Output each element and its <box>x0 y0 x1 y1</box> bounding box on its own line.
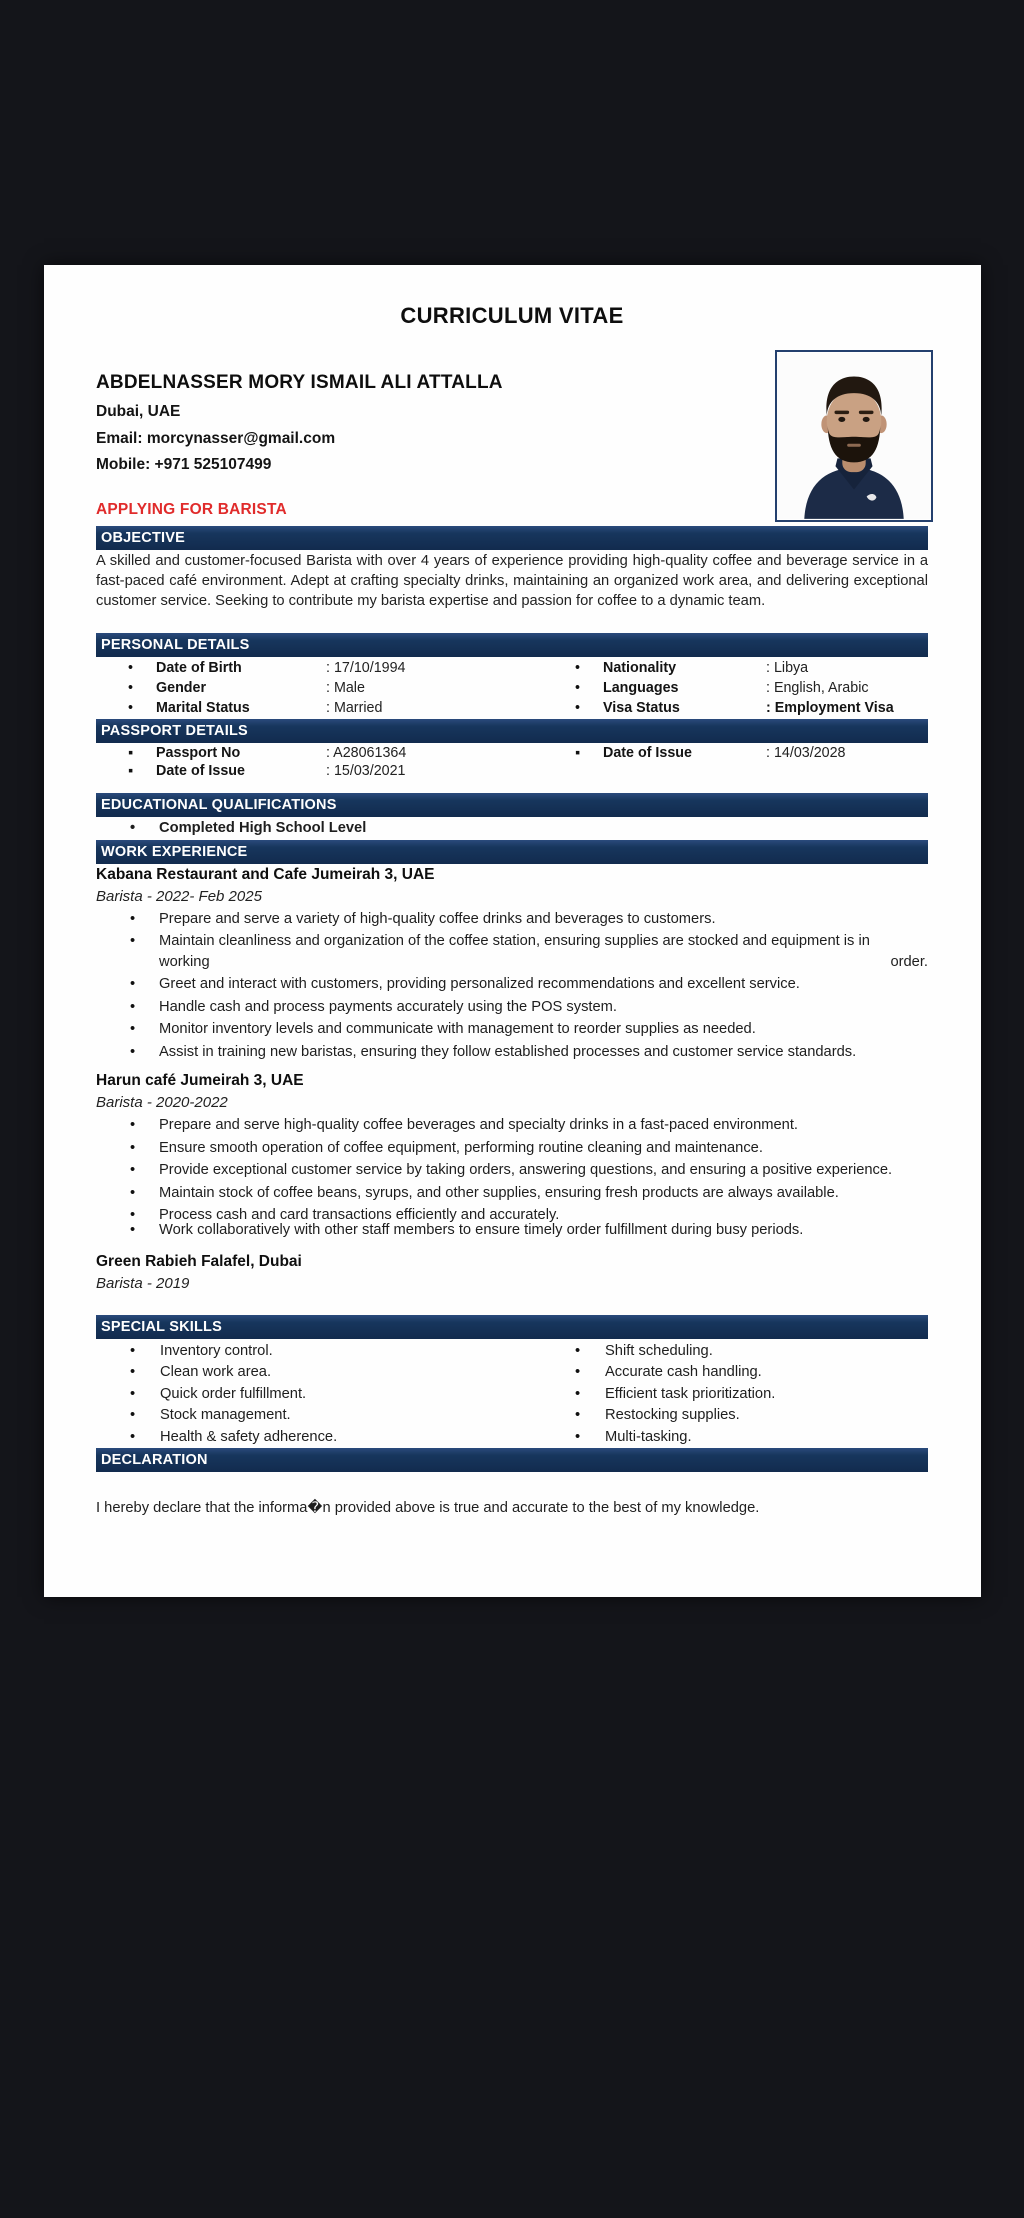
bullet-icon: • <box>575 660 581 677</box>
skill-item: • Clean work area. <box>96 1362 541 1383</box>
skill-item: • Health & safety adherence. <box>96 1427 541 1448</box>
section-header-personal-details: PERSONAL DETAILS <box>96 633 928 657</box>
education-list <box>96 817 928 838</box>
bullet-icon <box>575 762 603 781</box>
skills-grid <box>96 1339 928 1448</box>
job-bullet <box>96 1183 928 1204</box>
bullet-icon: • <box>128 680 134 697</box>
applying-for-line: APPLYING FOR BARISTA <box>96 500 287 518</box>
detail-label: Passport No <box>156 744 241 761</box>
bullet-icon: • <box>128 660 134 677</box>
bullet-icon: • <box>575 699 581 716</box>
detail-label: Marital Status <box>156 699 250 716</box>
job-bullet <box>96 1160 928 1181</box>
email-line: Email: morcynasser@gmail.com <box>96 429 336 447</box>
portrait-illustration <box>777 352 931 520</box>
job-entry <box>96 864 928 1063</box>
mobile-line: Mobile: +971 525107499 <box>96 456 272 473</box>
candidate-name: ABDELNASSER MORY ISMAIL ALI ATTALLA <box>96 372 503 393</box>
skill-item: • Shift scheduling. <box>541 1341 928 1362</box>
detail-value <box>766 762 928 781</box>
detail-row <box>96 762 928 781</box>
profile-photo <box>775 350 933 522</box>
skill-item: • Accurate cash handling. <box>541 1362 928 1383</box>
bullet-icon: ▪ <box>128 763 134 780</box>
job-bullet <box>96 1138 928 1159</box>
job-bullet-text: Process cash and card transactions efficiently and accurately. <box>159 1206 560 1223</box>
wrap-left: working <box>159 953 210 970</box>
skills-column-left <box>96 1339 541 1448</box>
detail-value: : Male <box>326 680 365 697</box>
detail-value: : Married <box>326 699 383 716</box>
job-bullet-text: Prepare and serve a variety of high-quality coffee drinks and beverages to customers. <box>159 910 716 927</box>
detail-row <box>96 679 928 699</box>
section-header-objective: OBJECTIVE <box>96 526 928 550</box>
bullet-icon: • <box>128 699 134 716</box>
detail-value: : 17/10/1994 <box>326 660 406 677</box>
wrap-right: order. <box>890 953 928 970</box>
row-indent <box>96 744 128 763</box>
row-indent <box>96 762 128 781</box>
job-bullet <box>96 1220 928 1241</box>
detail-label: Visa Status <box>603 699 680 716</box>
detail-value: : Libya <box>766 660 809 677</box>
job-bullet-text: Handle cash and process payments accurately using the POS system. <box>159 998 617 1015</box>
detail-row <box>96 659 928 679</box>
job-company: Harun café Jumeirah 3, UAE <box>96 1072 304 1090</box>
row-indent <box>96 659 128 679</box>
job-bullet-text: Provide exceptional customer service by taking orders, answering questions, and ensuring a positive experience. <box>159 1162 893 1179</box>
skill-item: • Stock management. <box>96 1405 541 1426</box>
detail-row <box>96 744 928 763</box>
cv-page <box>44 265 981 1597</box>
job-bullet <box>96 997 928 1018</box>
location-line: Dubai, UAE <box>96 403 181 420</box>
skill-item: • Efficient task prioritization. <box>541 1384 928 1405</box>
work-experience-jobs <box>96 864 928 1294</box>
job-bullet-text: Work collaboratively with other staff members to ensure timely order fulfillment during busy periods. <box>159 1222 804 1239</box>
declaration-text: I hereby declare that the informa�n provided above is true and accurate to the best of my knowledge. <box>96 1500 760 1517</box>
section-header-work-experience: WORK EXPERIENCE <box>96 840 928 864</box>
detail-label: Languages <box>603 680 679 697</box>
job-bullet-text: Maintain stock of coffee beans, syrups, and other supplies, ensuring fresh products are always available. <box>159 1184 839 1201</box>
detail-value: : Employment Visa <box>766 699 894 716</box>
section-header-education: EDUCATIONAL QUALIFICATIONS <box>96 793 928 817</box>
bullet-icon: • <box>575 680 581 697</box>
job-bullets <box>96 907 928 1063</box>
job-bullet-text: Greet and interact with customers, providing personalized recommendations and excellent service. <box>159 976 800 993</box>
skill-item: • Restocking supplies. <box>541 1405 928 1426</box>
job-period: Barista - 2019 <box>96 1275 190 1293</box>
education-item: • Completed High School Level <box>96 819 928 838</box>
job-bullet-text: Maintain cleanliness and organization of the coffee station, ensuring supplies are stocked and equipment is in <box>159 933 870 950</box>
detail-label <box>603 762 766 781</box>
section-header-passport-details: PASSPORT DETAILS <box>96 719 928 743</box>
personal-details-rows <box>96 657 928 718</box>
bullet-icon: ▪ <box>575 744 581 761</box>
detail-label: Date of Birth <box>156 660 242 677</box>
job-bullet-text: Ensure smooth operation of coffee equipment, performing routine cleaning and maintenance. <box>159 1139 763 1156</box>
detail-label: Date of Issue <box>156 763 245 780</box>
detail-value: : 14/03/2028 <box>766 744 846 761</box>
detail-label: Gender <box>156 680 207 697</box>
detail-label: Date of Issue <box>603 744 692 761</box>
detail-value: : A28061364 <box>326 744 407 761</box>
skill-item: • Inventory control. <box>96 1341 541 1362</box>
job-period: Barista - 2020-2022 <box>96 1094 228 1112</box>
objective-text: A skilled and customer-focused Barista with over 4 years of experience providing high-quality coffee and beverage service in a fast-paced café environment. Adept at crafting specialty drinks, maintaining an organized work area, and delivering exceptional customer service. Seeking to contribute my barista expertise and passion for coffee to a dynamic team. <box>96 552 928 610</box>
section-header-special-skills: SPECIAL SKILLS <box>96 1315 928 1339</box>
job-bullet-text: Assist in training new baristas, ensuring they follow established processes and customer service standards. <box>159 1043 857 1060</box>
job-bullet <box>96 1042 928 1063</box>
job-bullet <box>96 1115 928 1136</box>
job-bullets <box>96 1113 928 1241</box>
job-bullet <box>96 931 928 973</box>
job-bullet-text: Monitor inventory levels and communicate with management to reorder supplies as needed. <box>159 1021 756 1038</box>
job-bullet-wrap-line <box>159 952 928 973</box>
passport-details-rows <box>96 743 928 781</box>
row-indent <box>96 699 128 719</box>
detail-label: Nationality <box>603 660 677 677</box>
job-period: Barista - 2022- Feb 2025 <box>96 887 262 905</box>
skill-item: • Quick order fulfillment. <box>96 1384 541 1405</box>
skills-column-right <box>541 1339 928 1448</box>
page-title: CURRICULUM VITAE <box>400 303 624 328</box>
detail-row <box>96 699 928 719</box>
bullet-icon: ▪ <box>128 744 134 761</box>
detail-value: : 15/03/2021 <box>326 763 406 780</box>
job-entry <box>96 1070 928 1241</box>
skill-item: • Multi-tasking. <box>541 1427 928 1448</box>
job-bullet <box>96 909 928 930</box>
job-bullet <box>96 1019 928 1040</box>
job-company: Green Rabieh Falafel, Dubai <box>96 1253 302 1271</box>
detail-value: : English, Arabic <box>766 680 869 697</box>
job-company: Kabana Restaurant and Cafe Jumeirah 3, UAE <box>96 865 435 883</box>
section-header-declaration: DECLARATION <box>96 1448 928 1472</box>
job-bullet <box>96 974 928 995</box>
job-bullet-text: Prepare and serve high-quality coffee beverages and specialty drinks in a fast-paced environment. <box>159 1117 799 1134</box>
job-entry <box>96 1251 928 1294</box>
row-indent <box>96 679 128 699</box>
